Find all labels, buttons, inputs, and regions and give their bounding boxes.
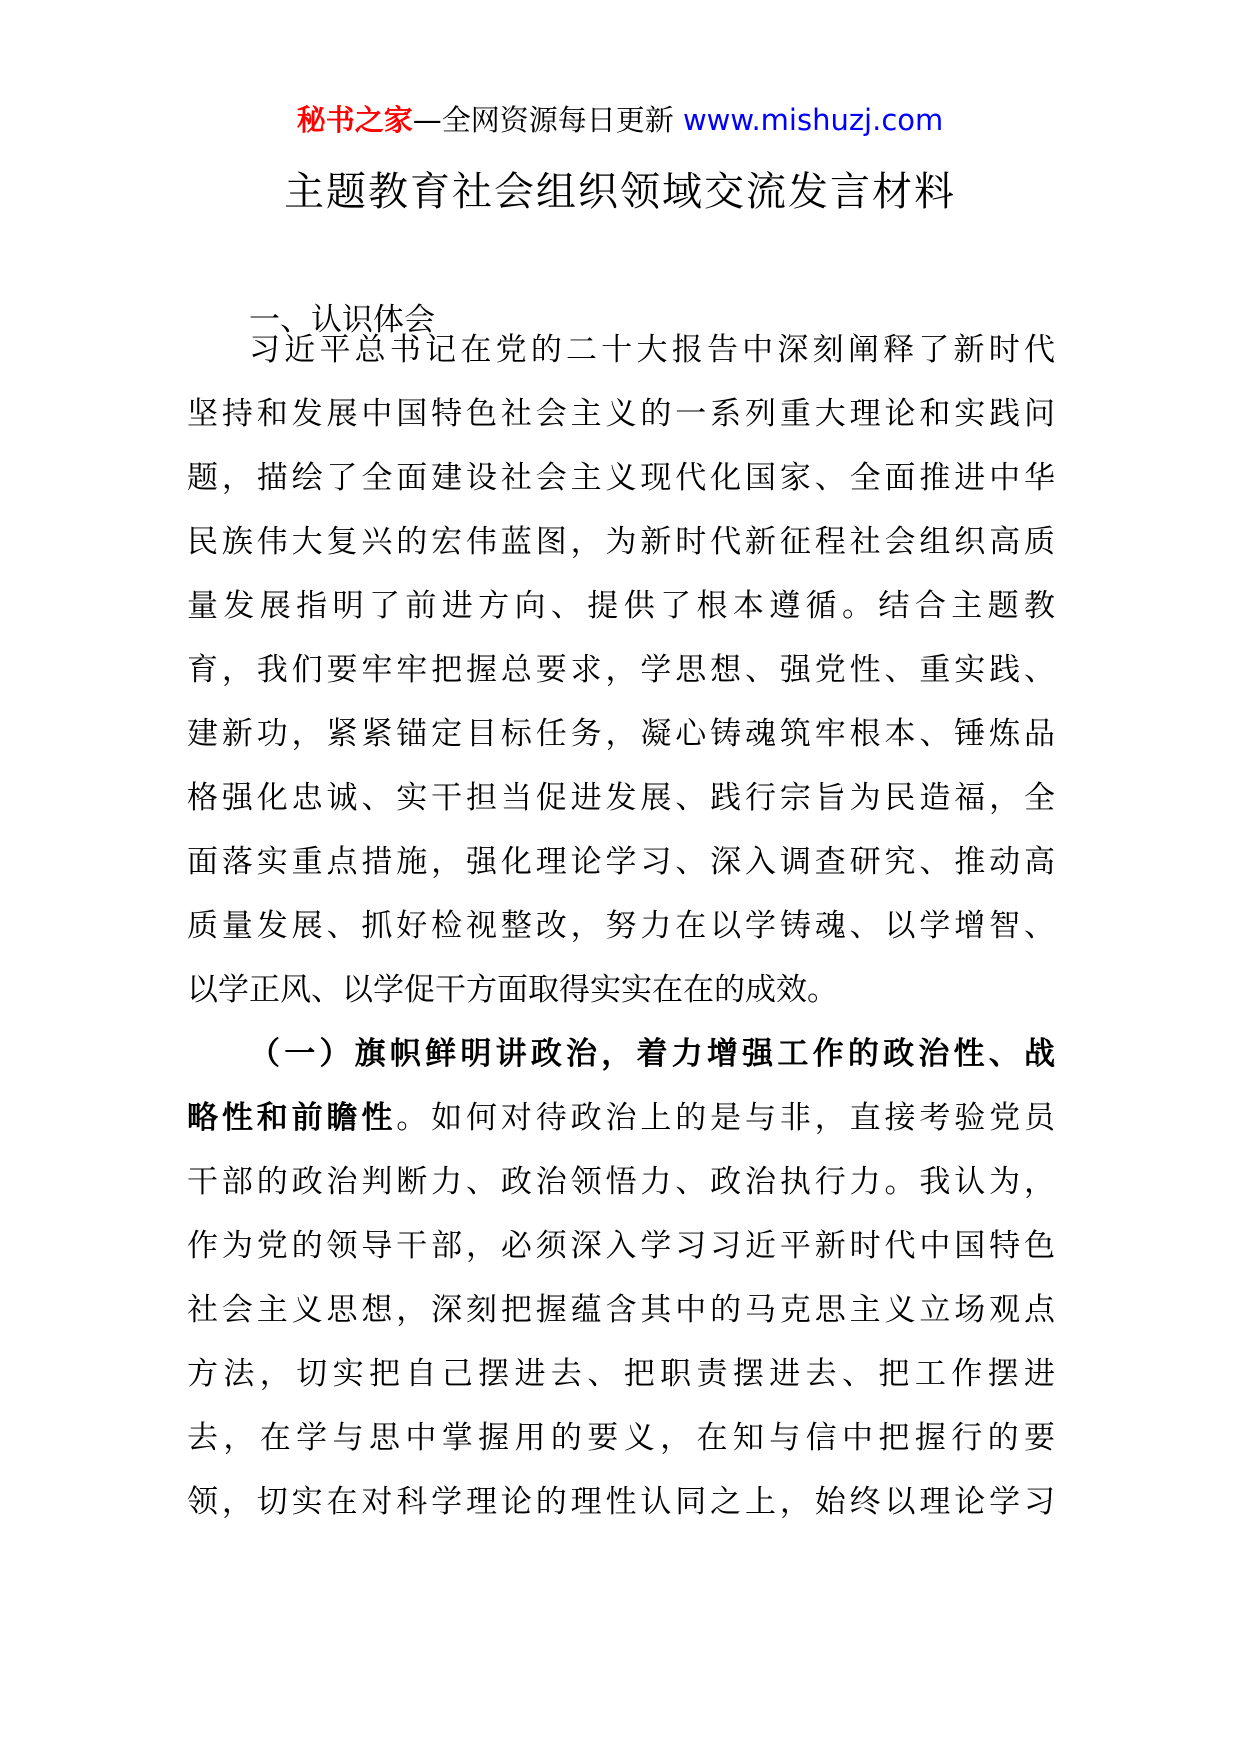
paragraph-line: 量发展指明了前进方向、提供了根本遵循。结合主题教 (187, 588, 1055, 624)
site-url-link[interactable]: www.mishuzj.com (682, 103, 944, 137)
paragraph-line: 去，在学与思中掌握用的要义，在知与信中把握行的要 (187, 1420, 1055, 1456)
paragraph-line: 习近平总书记在党的二十大报告中深刻阐释了新时代 (249, 332, 1055, 368)
paragraph-line: 民族伟大复兴的宏伟蓝图，为新时代新征程社会组织高质 (187, 524, 1055, 560)
subsection-heading-end: 略性和前瞻性 (187, 1100, 397, 1136)
paragraph-line: 题，描绘了全面建设社会主义现代化国家、全面推进中华 (187, 460, 1055, 496)
paragraph-line (187, 1086, 1055, 1150)
paragraph-line: 干部的政治判断力、政治领悟力、政治执行力。我认为， (187, 1164, 1055, 1200)
paragraph-line: 方法，切实把自己摆进去、把职责摆进去、把工作摆进 (187, 1356, 1055, 1392)
site-header (0, 98, 1240, 142)
paragraph-line: 作为党的领导干部，必须深入学习习近平新时代中国特色 (187, 1228, 1055, 1264)
paragraph-line: 以学正风、以学促干方面取得实实在在的成效。 (187, 972, 838, 1008)
site-tagline: —全网资源每日更新 (412, 103, 674, 137)
section-heading: 一、认识体会 (249, 302, 435, 338)
paragraph-line: 领，切实在对科学理论的理性认同之上，始终以理论学习 (187, 1484, 1055, 1520)
paragraph-line: 育，我们要牢牢把握总要求，学思想、强党性、重实践、 (187, 652, 1055, 688)
site-brand[interactable]: 秘书之家 (296, 103, 413, 137)
paragraph-line: 坚持和发展中国特色社会主义的一系列重大理论和实践问 (187, 396, 1055, 432)
paragraph-2 (187, 1022, 1055, 1534)
paragraph-line: 面落实重点措施，强化理论学习、深入调查研究、推动高 (187, 844, 1055, 880)
paragraph-1 (187, 318, 1055, 1022)
paragraph-line: 建新功，紧紧锚定目标任务，凝心铸魂筑牢根本、锤炼品 (187, 716, 1055, 752)
paragraph-line: 格强化忠诚、实干担当促进发展、践行宗旨为民造福，全 (187, 780, 1055, 816)
paragraph-line-text: 。如何对待政治上的是与非，直接考验党员 (396, 1100, 1055, 1136)
document-title: 主题教育社会组织领域交流发言材料 (284, 169, 956, 215)
paragraph-line: 质量发展、抓好检视整改，努力在以学铸魂、以学增智、 (187, 908, 1055, 944)
subsection-heading: （一）旗帜鲜明讲政治，着力增强工作的政治性、战 (249, 1036, 1055, 1072)
paragraph-line: 社会主义思想，深刻把握蕴含其中的马克思主义立场观点 (187, 1292, 1055, 1328)
